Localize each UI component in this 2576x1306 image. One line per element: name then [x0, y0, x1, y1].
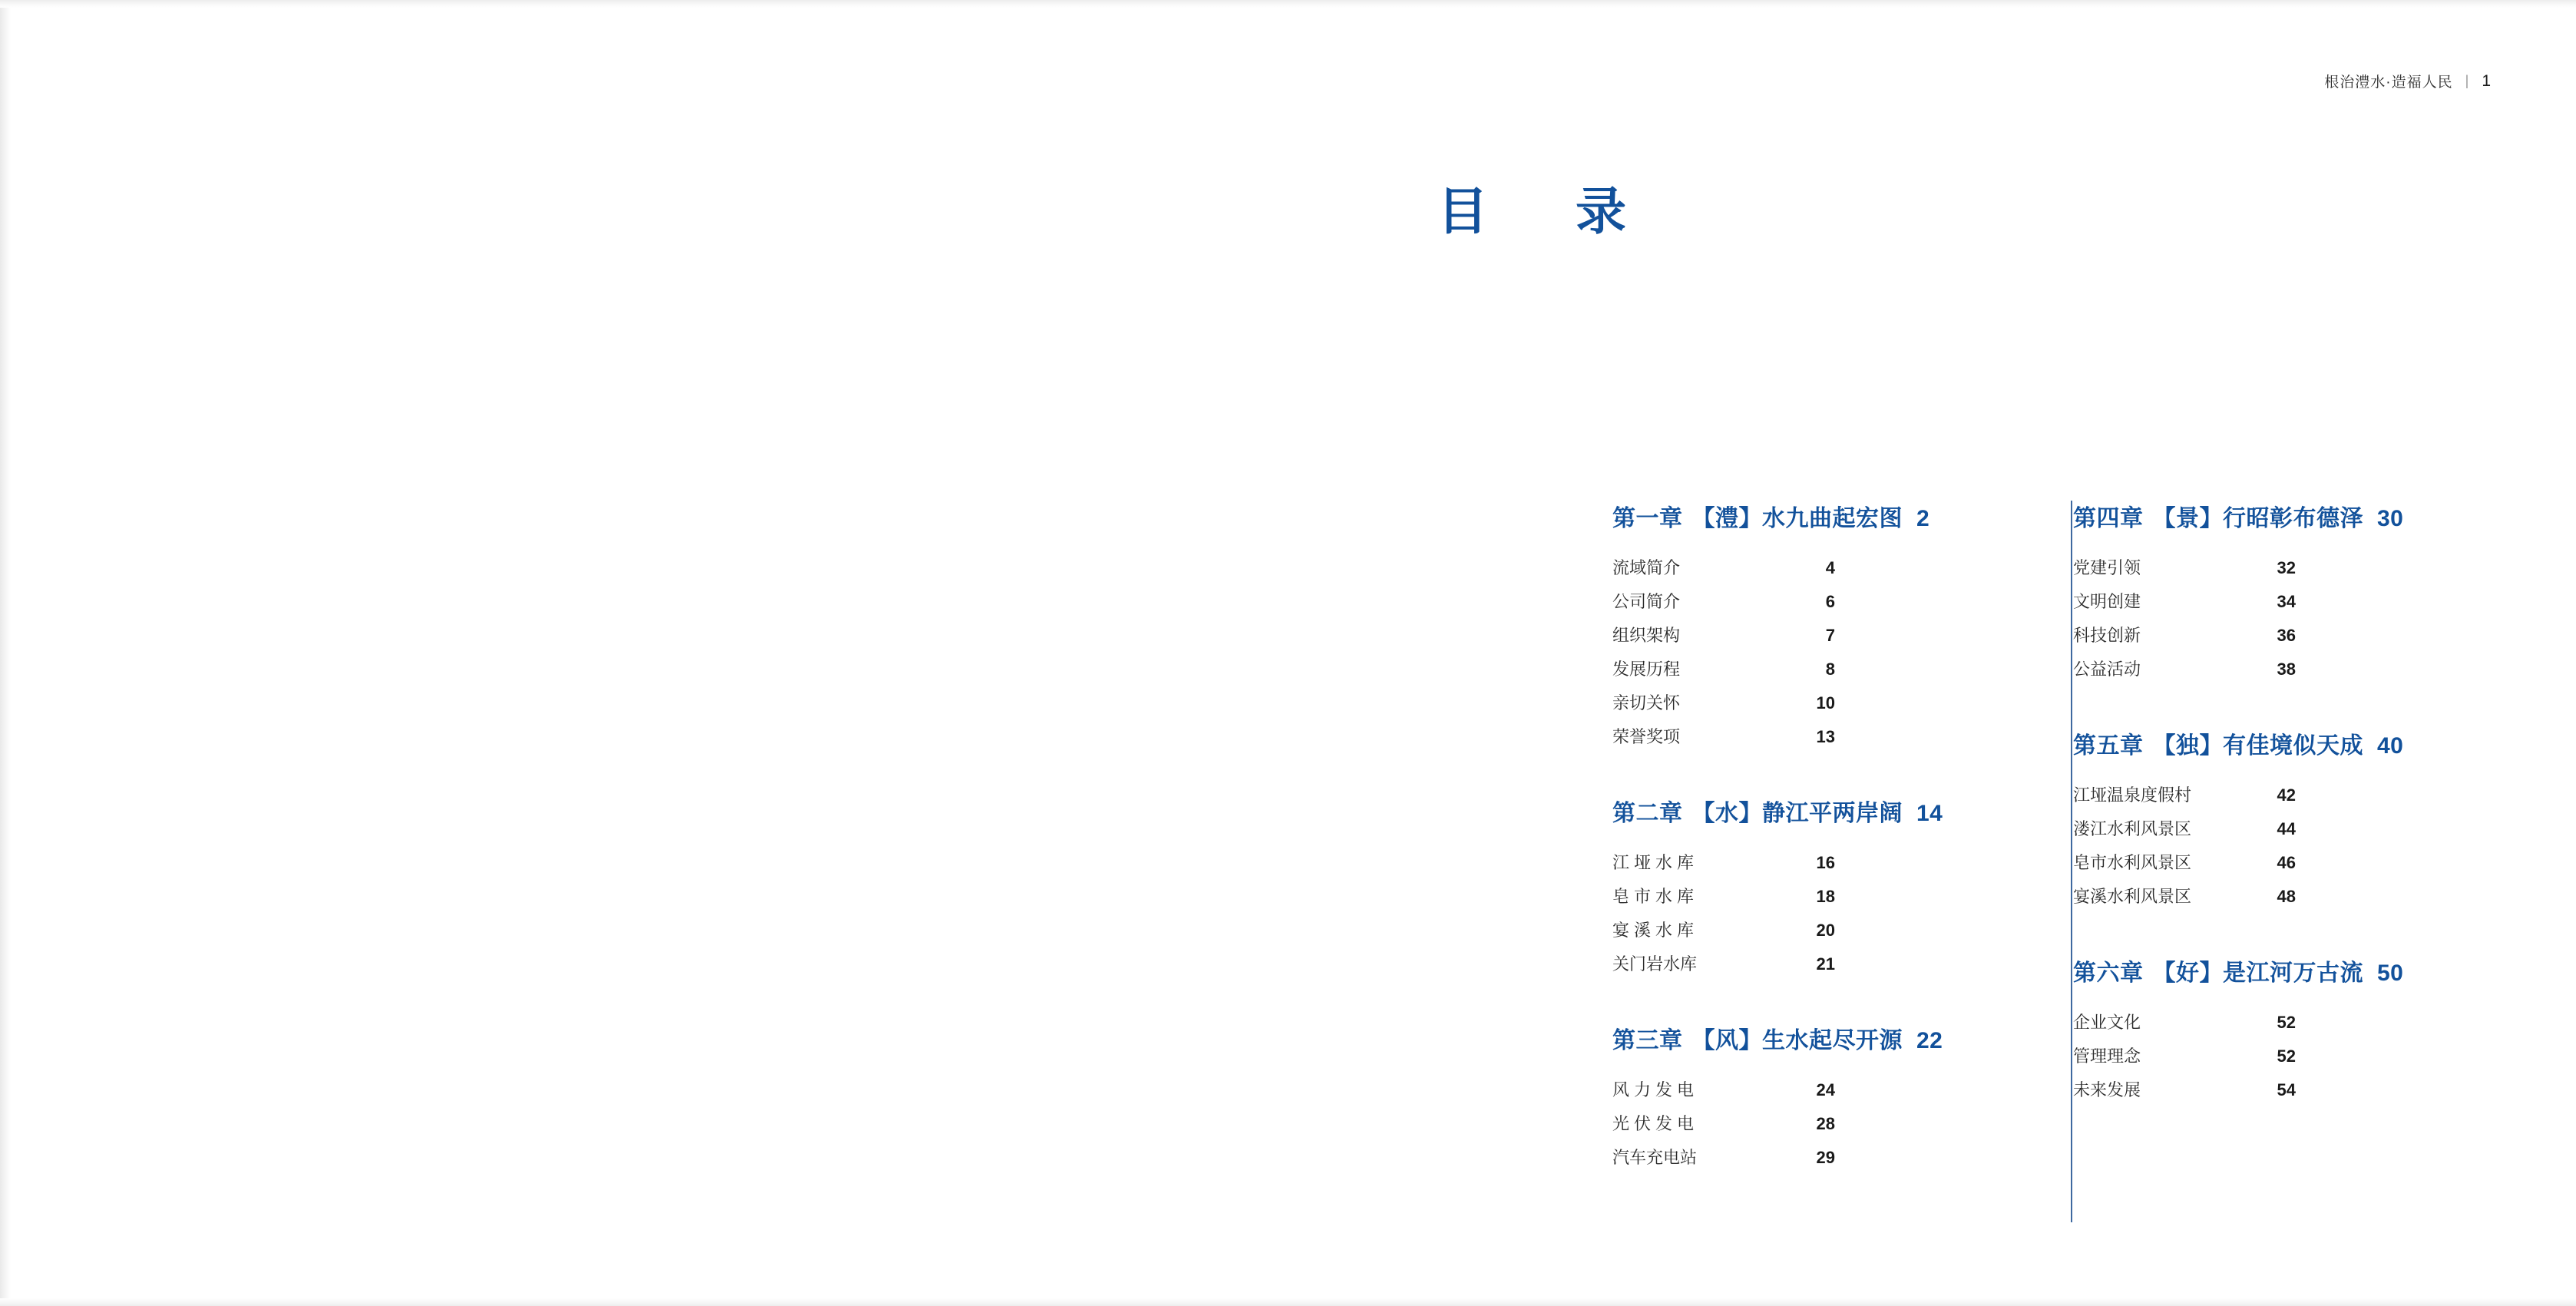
page-title: 目 录 [1437, 183, 1645, 240]
list-item[interactable] [1612, 846, 2027, 880]
entry-name: 流域简介 [1612, 558, 1681, 577]
entry-name: 未来发展 [2073, 1080, 2141, 1099]
list-item[interactable] [2073, 880, 2488, 914]
entry-name: 管理理念 [2073, 1046, 2141, 1066]
entry-page: 52 [2277, 1046, 2296, 1066]
entry-page: 16 [1816, 853, 1835, 872]
entry-page: 6 [1825, 592, 1835, 611]
chapter-name: 【澧】水九曲起宏图 [1691, 506, 1903, 531]
toc-chapter [2073, 499, 2488, 686]
entry-name: 公司简介 [1612, 592, 1681, 611]
entry-name: 宴溪水库 [1612, 921, 1699, 940]
chapter-label: 第五章 [2073, 733, 2144, 759]
toc-chapter-heading[interactable] [2073, 499, 2488, 533]
entry-name: 亲切关怀 [1612, 693, 1681, 713]
list-item[interactable] [2073, 1006, 2488, 1040]
toc-chapter-heading[interactable] [2073, 954, 2488, 987]
entry-name: 江垭温泉度假村 [2073, 785, 2192, 805]
chapter-label: 第三章 [1612, 1028, 1683, 1053]
toc-column-left [1612, 499, 2027, 1175]
list-item[interactable] [1612, 720, 2027, 754]
toc-chapter-heading[interactable] [1612, 499, 2027, 533]
list-item[interactable] [1612, 947, 2027, 981]
entry-name: 宴溪水利风景区 [2073, 887, 2192, 906]
toc-entry-list [2073, 779, 2488, 914]
entry-page: 54 [2277, 1080, 2296, 1099]
page-top-shadow [0, 0, 2576, 8]
entry-page: 34 [2277, 592, 2296, 611]
entry-page: 36 [2277, 626, 2296, 645]
entry-page: 24 [1816, 1080, 1835, 1099]
list-item[interactable] [2073, 779, 2488, 812]
entry-page: 7 [1825, 626, 1835, 645]
entry-name: 党建引领 [2073, 558, 2141, 577]
toc-column-right [2027, 499, 2488, 1175]
entry-page: 42 [2277, 785, 2296, 805]
list-item[interactable] [2073, 551, 2488, 585]
list-item[interactable] [2073, 812, 2488, 846]
entry-page: 8 [1825, 660, 1835, 679]
chapter-page: 22 [1916, 1028, 1943, 1053]
list-item[interactable] [2073, 619, 2488, 653]
toc-entry-list [1612, 846, 2027, 981]
chapter-name: 【景】行昭彰布德泽 [2152, 506, 2363, 531]
list-item[interactable] [2073, 1073, 2488, 1107]
chapter-name: 【独】有佳境似天成 [2152, 733, 2363, 759]
list-item[interactable] [1612, 914, 2027, 947]
entry-name: 溇江水利风景区 [2073, 819, 2192, 838]
entry-page: 29 [1816, 1148, 1835, 1167]
list-item[interactable] [1612, 1073, 2027, 1107]
toc-columns [1612, 499, 2503, 1175]
entry-name: 风力发电 [1612, 1080, 1699, 1099]
entry-page: 28 [1816, 1114, 1835, 1133]
toc-entry-list [1612, 1073, 2027, 1175]
list-item[interactable] [1612, 585, 2027, 619]
entry-name: 企业文化 [2073, 1013, 2141, 1032]
entry-name: 荣誉奖项 [1612, 727, 1681, 746]
entry-name: 科技创新 [2073, 626, 2141, 645]
entry-name: 光伏发电 [1612, 1114, 1699, 1133]
chapter-page: 50 [2377, 960, 2404, 986]
chapter-label: 第二章 [1612, 801, 1683, 826]
entry-page: 18 [1816, 887, 1835, 906]
list-item[interactable] [2073, 846, 2488, 880]
toc-chapter [2073, 726, 2488, 914]
chapter-page: 2 [1916, 506, 1930, 531]
toc-entry-list [1612, 551, 2027, 754]
entry-page: 21 [1816, 954, 1835, 974]
chapter-page: 14 [1916, 801, 1943, 826]
entry-name: 组织架构 [1612, 626, 1681, 645]
entry-name: 江垭水库 [1612, 853, 1699, 872]
entry-name: 关门岩水库 [1612, 954, 1698, 974]
entry-page: 44 [2277, 819, 2296, 838]
list-item[interactable] [2073, 653, 2488, 686]
chapter-name: 【风】生水起尽开源 [1691, 1028, 1903, 1053]
entry-name: 发展历程 [1612, 660, 1681, 679]
list-item[interactable] [1612, 653, 2027, 686]
running-header-page-number: 1 [2482, 71, 2492, 90]
toc-chapter-heading[interactable] [1612, 794, 2027, 828]
list-item[interactable] [2073, 585, 2488, 619]
toc-chapter [1612, 499, 2027, 754]
toc-chapter [2073, 954, 2488, 1107]
list-item[interactable] [1612, 619, 2027, 653]
chapter-label: 第四章 [2073, 506, 2144, 531]
toc-entry-list [2073, 1006, 2488, 1107]
entry-name: 皂市水库 [1612, 887, 1699, 906]
entry-page: 20 [1816, 921, 1835, 940]
running-header-separator: | [2465, 73, 2470, 88]
list-item[interactable] [1612, 1107, 2027, 1141]
entry-page: 10 [1816, 693, 1835, 713]
list-item[interactable] [1612, 686, 2027, 720]
list-item[interactable] [1612, 1141, 2027, 1175]
entry-page: 48 [2277, 887, 2296, 906]
list-item[interactable] [1612, 880, 2027, 914]
entry-name: 汽车充电站 [1612, 1148, 1698, 1167]
list-item[interactable] [1612, 551, 2027, 585]
toc-chapter [1612, 1021, 2027, 1175]
entry-name: 公益活动 [2073, 660, 2141, 679]
chapter-name: 【好】是江河万古流 [2152, 960, 2363, 986]
toc-chapter-heading[interactable] [1612, 1021, 2027, 1055]
toc-entry-list [2073, 551, 2488, 686]
list-item[interactable] [2073, 1040, 2488, 1073]
toc-chapter-heading[interactable] [2073, 726, 2488, 760]
chapter-label: 第六章 [2073, 960, 2144, 986]
chapter-page: 40 [2377, 733, 2404, 759]
chapter-label: 第一章 [1612, 506, 1683, 531]
entry-name: 皂市水利风景区 [2073, 853, 2192, 872]
entry-page: 13 [1816, 727, 1835, 746]
chapter-page: 30 [2377, 506, 2404, 531]
entry-page: 32 [2277, 558, 2296, 577]
page-bottom-shadow [0, 1298, 2576, 1306]
entry-page: 38 [2277, 660, 2296, 679]
running-header [2324, 71, 2492, 91]
entry-name: 文明创建 [2073, 592, 2141, 611]
page-gutter-shadow [0, 0, 11, 1306]
toc-chapter [1612, 794, 2027, 981]
running-header-title: 根治澧水·造福人民 [2324, 74, 2453, 91]
entry-page: 4 [1825, 558, 1835, 577]
entry-page: 46 [2277, 853, 2296, 872]
entry-page: 52 [2277, 1013, 2296, 1032]
chapter-name: 【水】静江平两岸阔 [1691, 801, 1903, 826]
